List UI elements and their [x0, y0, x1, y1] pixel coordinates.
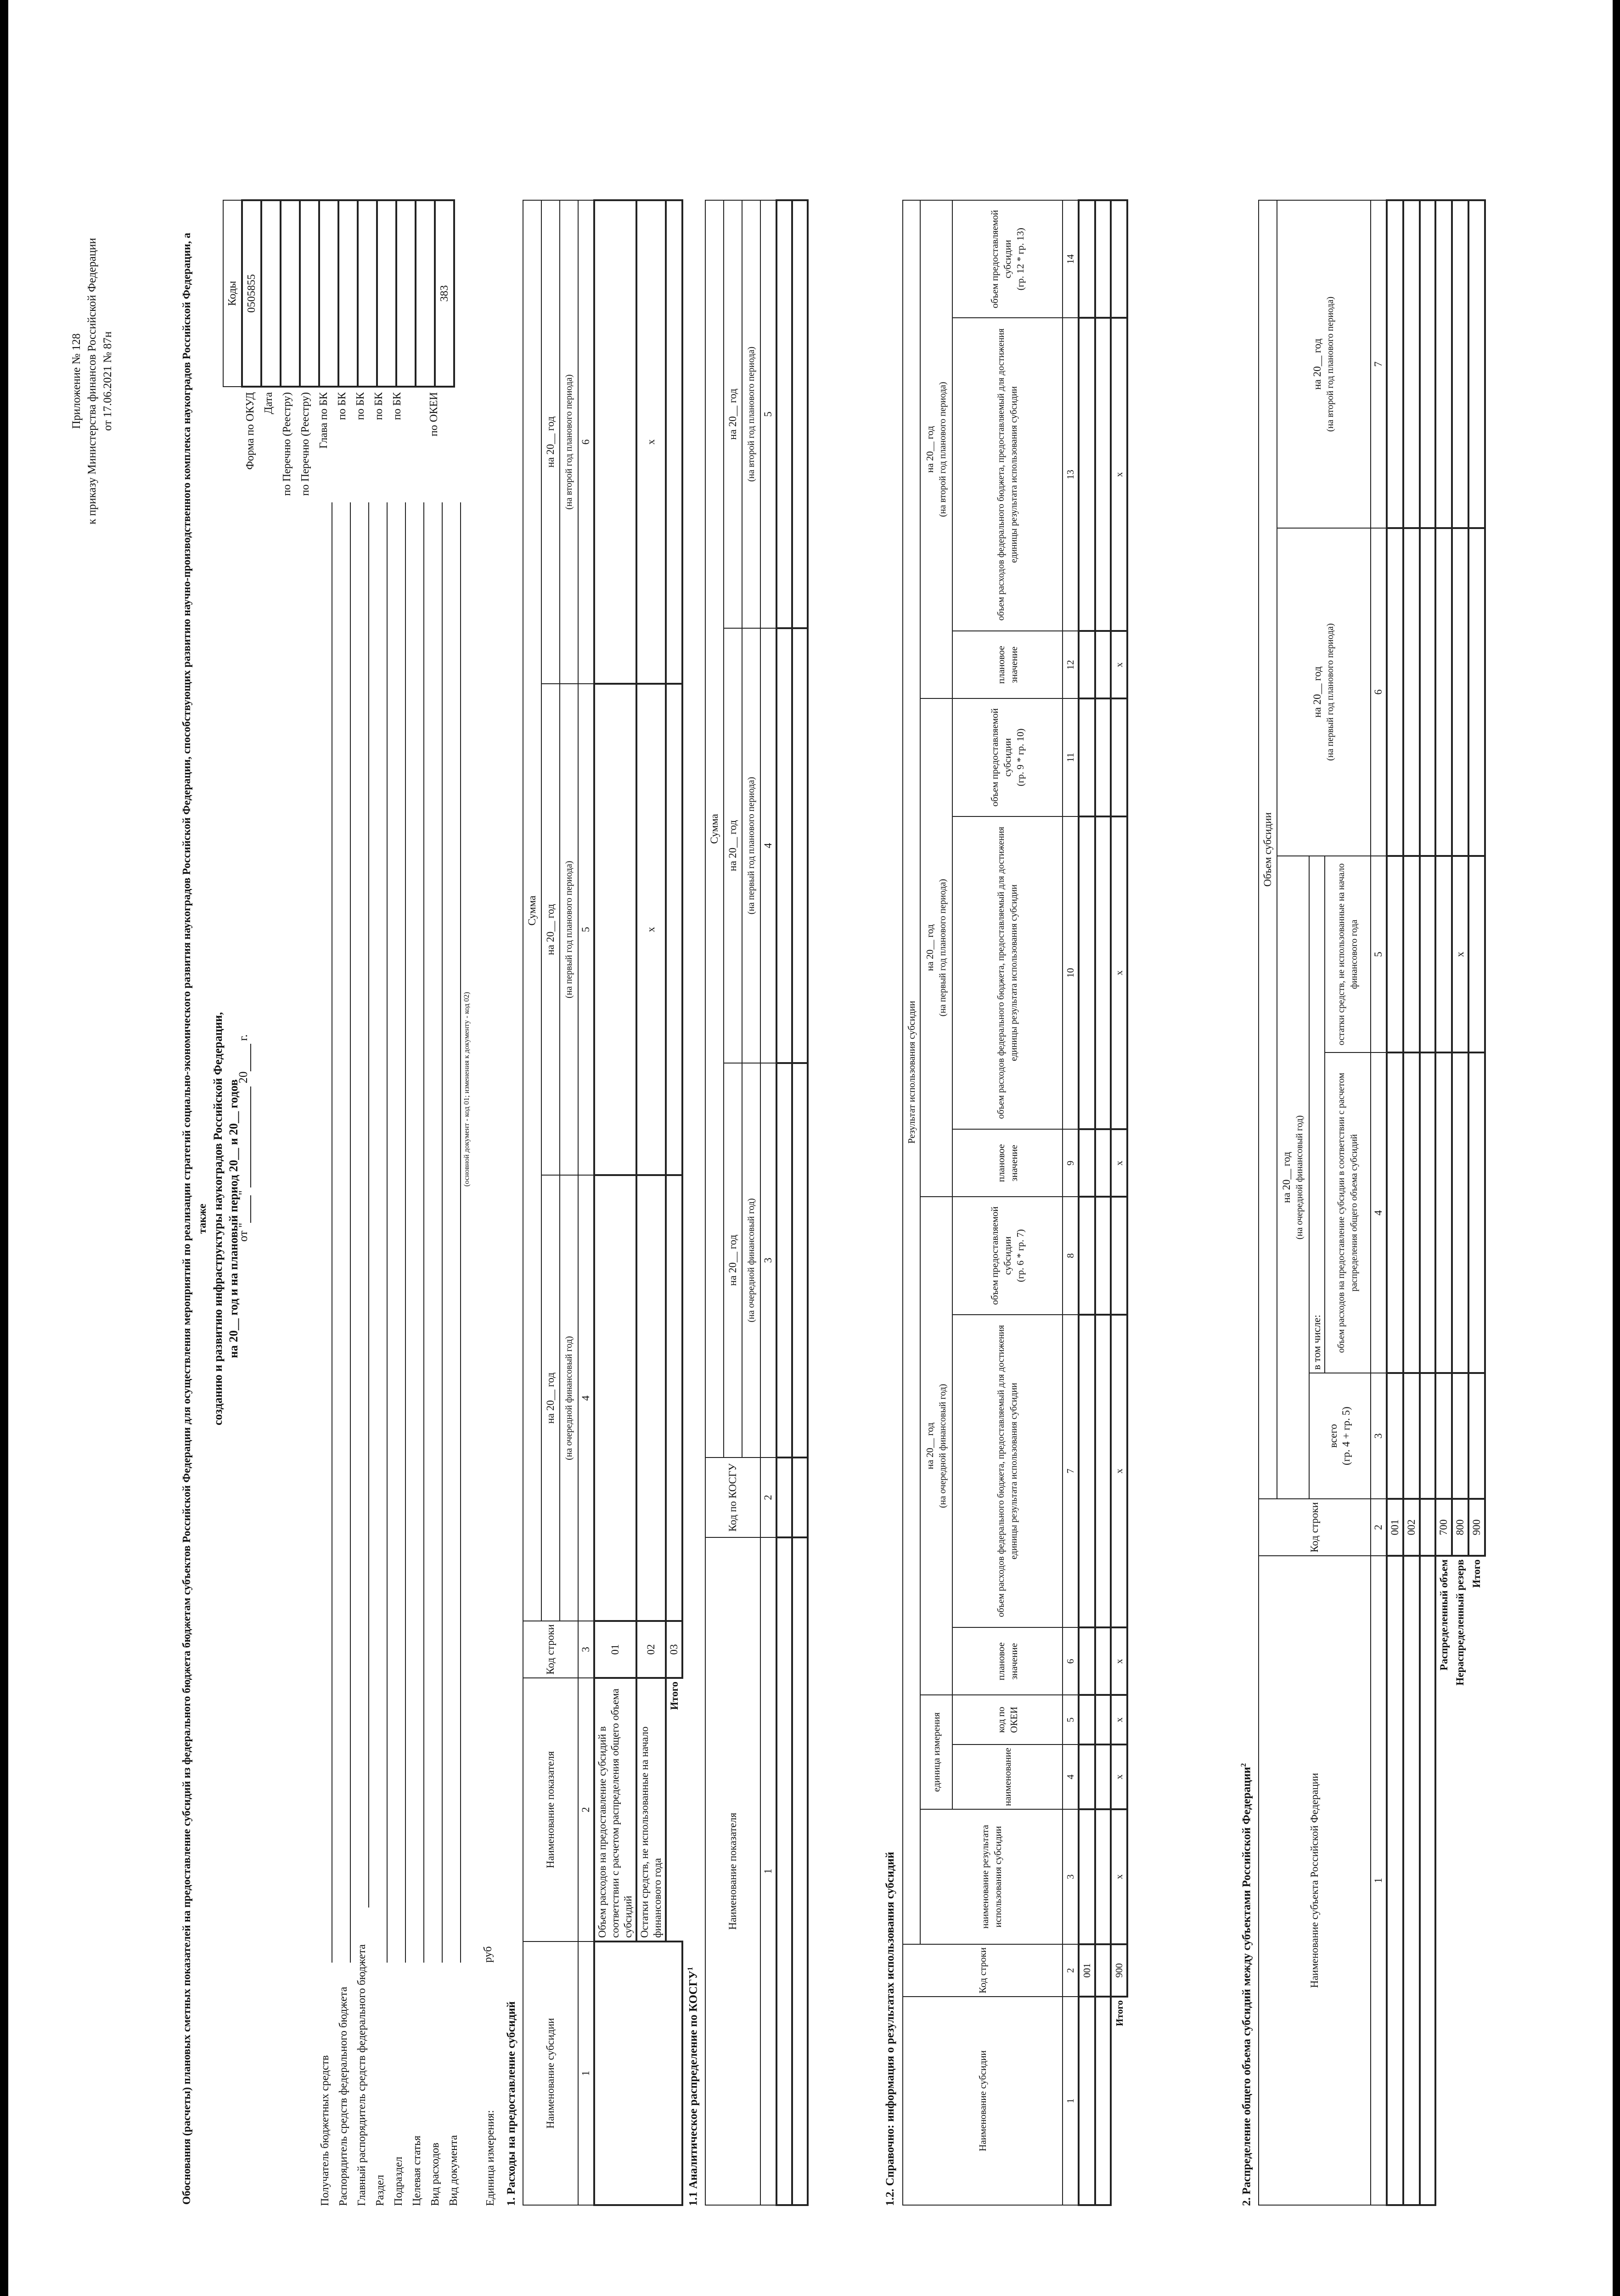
s12-h-plan-p1: плановое значение: [952, 1129, 1063, 1197]
s12-row-code[interactable]: [1095, 1944, 1111, 1997]
s12-row-code: 001: [1079, 1944, 1095, 1997]
s11-row-p1[interactable]: [792, 628, 808, 1063]
s1-col-num: 6: [578, 200, 594, 684]
s2-row-region[interactable]: [1420, 1556, 1435, 2205]
s12-total-x: x: [1111, 1695, 1127, 1745]
s12-col-num: 14: [1063, 200, 1079, 318]
date-value[interactable]: [261, 200, 281, 387]
s2-h-in-that: в том числе:: [1309, 856, 1325, 1373]
s2-cell[interactable]: [1468, 856, 1485, 1052]
s12-cell[interactable]: [1079, 1315, 1095, 1628]
s12-cell[interactable]: [1079, 1197, 1095, 1314]
s12-cell[interactable]: [1079, 698, 1095, 816]
field-chief-manager[interactable]: [368, 502, 369, 1908]
s12-col-num: 1: [1063, 1997, 1079, 2205]
s2-col-num: 3: [1371, 1373, 1387, 1499]
bk-label-2: по БК: [336, 392, 348, 420]
okei-label: по ОКЕИ: [428, 392, 440, 437]
s1-row1-p1[interactable]: [594, 684, 636, 1175]
s2-cell[interactable]: [1420, 200, 1435, 528]
s2-row-code: 002: [1403, 1499, 1420, 1556]
scan-border-bottom: [1613, 0, 1620, 2296]
label-manager: Распорядитель средств федерального бюджета: [338, 1986, 349, 2206]
registry-value-1[interactable]: [281, 200, 300, 387]
s1-h-indicator: Наименование показателя: [523, 1678, 578, 1941]
s2-col-num: 5: [1371, 856, 1387, 1052]
field-doc-type[interactable]: [460, 502, 461, 1963]
registry-value-2[interactable]: [300, 200, 319, 387]
s1-h-year-p1-note: (на первый год планового периода): [560, 684, 578, 1175]
s12-total-label: Итого: [1114, 2000, 1125, 2026]
date-month-field[interactable]: [236, 1086, 251, 1187]
s12-col-num: 13: [1063, 318, 1079, 631]
s1-h-subsidy: Наименование субсидии: [523, 1941, 578, 2205]
section-2-table: [1258, 199, 1486, 2206]
bk-value-3[interactable]: [358, 200, 377, 387]
s11-row-p1[interactable]: [776, 628, 792, 1063]
s12-col-num: 6: [1063, 1628, 1079, 1695]
s1-h-year-cur: на 20__ год: [541, 1175, 560, 1621]
s1-col-num: 4: [578, 1175, 594, 1621]
appendix-order-date: от 17.06.2021 № 87н: [101, 331, 114, 431]
s2-cell[interactable]: [1387, 200, 1403, 528]
doc-type-hint: (основной документ - код 01; изменения к документу - код 02): [463, 992, 471, 1187]
s1-row1-cur[interactable]: [594, 1175, 636, 1621]
s11-row-name[interactable]: [792, 1537, 808, 2205]
s2-cell[interactable]: [1452, 528, 1468, 856]
s11-row-kosgu[interactable]: [792, 1458, 808, 1537]
s12-total-code: 900: [1111, 1944, 1127, 1997]
section-12-table: [902, 199, 1128, 2206]
s12-cell[interactable]: [1095, 1129, 1111, 1197]
s2-cell[interactable]: [1468, 528, 1485, 856]
s2-col-num: 4: [1371, 1052, 1387, 1373]
s1-row2-name: Остатки средств, не использованные на начало финансового года: [636, 1678, 666, 1941]
s12-h-result-name: наименование результата использования субсидии: [920, 1809, 1063, 1944]
s2-undistributed-code: 800: [1452, 1499, 1468, 1556]
section-1-title: 1. Расходы на предоставление субсидий: [505, 2001, 518, 2206]
s2-cell[interactable]: [1468, 200, 1485, 528]
s12-total-vol-cur[interactable]: [1111, 1197, 1127, 1314]
s12-row-subsidy[interactable]: [1095, 1997, 1111, 2205]
document-title: [179, 231, 242, 2206]
s2-cell[interactable]: [1435, 1052, 1452, 1373]
s2-cell[interactable]: [1403, 200, 1420, 528]
okud-value: 0505855: [242, 200, 261, 387]
s2-h-region: Наименование субъекта Российской Федерации: [1259, 1556, 1371, 2205]
s12-total-x: x: [1111, 318, 1127, 631]
s2-cell[interactable]: [1420, 1052, 1435, 1373]
s2-col-num: 6: [1371, 528, 1387, 856]
bk-label-5: по БК: [391, 392, 403, 420]
s12-h-results: Результат использования субсидии: [903, 200, 920, 1944]
s12-h-vol-cur: объем предоставляемой субсидии (гр. 6 * гр. 7): [952, 1197, 1063, 1314]
s12-total-x: x: [1111, 816, 1127, 1130]
s12-total-x: x: [1111, 1745, 1127, 1809]
s2-cell[interactable]: [1468, 1373, 1485, 1499]
s12-total-x: x: [1111, 631, 1127, 698]
s2-cell[interactable]: [1435, 856, 1452, 1052]
s11-col-num: 2: [760, 1458, 776, 1537]
field-subsection[interactable]: [405, 502, 406, 1963]
s12-total-x: x: [1111, 1628, 1127, 1695]
blank-value[interactable]: [416, 200, 435, 387]
s2-cell[interactable]: [1420, 856, 1435, 1052]
s11-col-num: 3: [760, 1063, 776, 1458]
s11-row-kosgu[interactable]: [776, 1458, 792, 1537]
s2-cell[interactable]: [1387, 528, 1403, 856]
bk-value-1[interactable]: [319, 200, 338, 387]
s1-row1-name: Объем расходов на предоставление субсидий в соответствии с расчетом распределения общего объема субсидий: [594, 1678, 636, 1941]
s12-cell[interactable]: [1095, 200, 1111, 318]
s2-undistributed-label: Нераспределенный резерв: [1454, 1559, 1466, 1686]
s1-subsidy-cell[interactable]: [594, 1941, 682, 2205]
s2-h-code: Код строки: [1259, 1499, 1371, 1556]
s1-row2-p1: x: [636, 684, 666, 1175]
codes-labels: [241, 392, 443, 608]
s2-cell[interactable]: [1420, 528, 1435, 856]
s12-h-fed-cur: объем расходов федерального бюджета, предоставляемый для достижения единицы результата использования субсидии: [952, 1315, 1063, 1628]
s12-cell[interactable]: [1079, 1745, 1095, 1809]
s2-col-num: 1: [1371, 1556, 1387, 2205]
s12-total-x: x: [1111, 1315, 1127, 1628]
s1-total-cur[interactable]: [666, 1175, 682, 1621]
s12-col-num: 4: [1063, 1745, 1079, 1809]
appendix-order: к приказу Министерства финансов Российской Федерации: [86, 237, 98, 525]
title-line-3: на 20__ год и на плановый период 20__ и 20__ годов: [227, 1079, 240, 1358]
s2-total-code: 900: [1468, 1499, 1485, 1556]
s1-total-label: Итого: [669, 1682, 680, 1710]
s12-h-plan-p2: плановое значение: [952, 631, 1063, 698]
s2-h-year-p2: на 20__ год (на второй год планового периода): [1277, 200, 1371, 528]
bk-label-3: по БК: [354, 392, 366, 420]
s2-row-region[interactable]: [1387, 1556, 1403, 2205]
label-expense-type: Вид расходов: [429, 2143, 441, 2206]
s1-h-sum: Сумма: [523, 200, 541, 1621]
label-section: Раздел: [374, 2175, 386, 2206]
s2-h-rest: остатки средств, не использованные на начало финансового года: [1325, 856, 1371, 1052]
scan-border-top: [0, 0, 8, 2296]
s2-cell[interactable]: [1435, 528, 1452, 856]
s2-cell[interactable]: [1435, 200, 1452, 528]
s2-cell[interactable]: [1452, 1052, 1468, 1373]
s1-total-p2[interactable]: [666, 200, 682, 684]
s1-col-num: 1: [578, 1941, 594, 2205]
s12-cell[interactable]: [1079, 1129, 1095, 1197]
s11-row-cur[interactable]: [792, 1063, 808, 1458]
s12-cell[interactable]: [1079, 1628, 1095, 1695]
codes-header: Коды: [223, 200, 242, 387]
field-section[interactable]: [387, 502, 388, 1963]
s2-cell[interactable]: [1403, 1373, 1420, 1499]
s1-h-year-p2-note: (на второй год планового периода): [560, 200, 578, 684]
s2-row-code: 001: [1387, 1499, 1403, 1556]
label-target: Целевая статья: [411, 2135, 423, 2206]
section-2-title: 2. Распределение общего объема субсидий между субъектами Российской Федерации$^2$: [1240, 1763, 1253, 2206]
s2-cell[interactable]: [1387, 1052, 1403, 1373]
s11-h-kosgu: Код по КОСГУ: [705, 1458, 760, 1537]
section-11-title: 1.1 Аналитическое распределение по КОСГУ$^1$: [686, 1967, 700, 2206]
s2-row-region[interactable]: [1403, 1556, 1420, 2205]
s12-col-num: 7: [1063, 1315, 1079, 1628]
document-date: от " " 20 г.: [236, 1035, 251, 1242]
s11-row-cur[interactable]: [776, 1063, 792, 1458]
s11-h-year-p1: на 20__ год: [724, 628, 742, 1063]
s12-col-num: 12: [1063, 631, 1079, 698]
s11-h-year-p1-note: (на первый год планового периода): [742, 628, 760, 1063]
s12-h-subsidy: Наименование субсидии: [903, 1997, 1063, 2205]
s12-col-num: 10: [1063, 816, 1079, 1130]
s11-row-p2[interactable]: [776, 200, 792, 628]
okud-label: Форма по ОКУД: [244, 392, 256, 470]
s11-h-sum: Сумма: [705, 200, 724, 1458]
s12-h-unit: единица измерения: [920, 1695, 952, 1809]
registry-label-2: по Перечню (Реестру): [299, 392, 311, 496]
s12-cell[interactable]: [1095, 1809, 1111, 1944]
s2-h-year-p1: на 20__ год (на первый год планового периода): [1277, 528, 1371, 856]
bk-value-5[interactable]: [396, 200, 416, 387]
s1-row2-p2: x: [636, 200, 666, 684]
s12-total-vol-p2[interactable]: [1111, 200, 1127, 318]
s11-col-num: 1: [760, 1537, 776, 2205]
s2-cell[interactable]: [1403, 528, 1420, 856]
s12-cell[interactable]: [1079, 1809, 1095, 1944]
section-1-table: [523, 199, 683, 2206]
s2-cell[interactable]: [1435, 1373, 1452, 1499]
s2-col-num: 7: [1371, 200, 1387, 528]
field-target[interactable]: [423, 502, 424, 1963]
appendix-header: [69, 60, 116, 703]
s12-h-fed-p2: объем расходов федерального бюджета, предоставляемый для достижения единицы результата использования субсидии: [952, 318, 1063, 631]
date-year-field[interactable]: [236, 1044, 251, 1071]
s11-h-indicator: Наименование показателя: [705, 1537, 760, 2205]
s1-col-num: 3: [578, 1621, 594, 1678]
s2-distributed-code: 700: [1435, 1499, 1452, 1556]
s11-row-name[interactable]: [776, 1537, 792, 2205]
s12-h-okei: код по ОКЕИ: [952, 1695, 1063, 1745]
s2-cell[interactable]: [1452, 200, 1468, 528]
s1-col-num: 2: [578, 1678, 594, 1941]
title-line-2: созданию и развитию инфраструктуры наукоградов Российской Федерации,: [211, 1012, 225, 1426]
label-subsection: Подраздел: [393, 2156, 405, 2206]
s1-row2-cur[interactable]: [636, 1175, 666, 1621]
appendix-number: Приложение № 128: [70, 333, 83, 429]
s11-col-num: 4: [760, 628, 776, 1063]
s2-cell[interactable]: [1452, 1373, 1468, 1499]
s12-col-num: 5: [1063, 1695, 1079, 1745]
s12-col-num: 8: [1063, 1197, 1079, 1314]
s12-total-x: x: [1111, 1129, 1127, 1197]
s11-col-num: 5: [760, 200, 776, 628]
s12-col-num: 2: [1063, 1944, 1079, 1997]
s12-cell[interactable]: [1095, 631, 1111, 698]
s12-cell[interactable]: [1095, 1628, 1111, 1695]
s12-cell[interactable]: [1079, 816, 1095, 1130]
s1-row2-code: 02: [636, 1621, 666, 1678]
s2-cell[interactable]: [1403, 856, 1420, 1052]
s2-cell[interactable]: [1420, 1373, 1435, 1499]
s12-col-num: 3: [1063, 1809, 1079, 1944]
s12-cell[interactable]: [1079, 200, 1095, 318]
s1-col-num: 5: [578, 684, 594, 1175]
s2-col-num: 2: [1371, 1499, 1387, 1556]
s1-total-p1[interactable]: [666, 684, 682, 1175]
s12-h-year-p1: на 20__ год (на первый год планового периода): [920, 698, 952, 1197]
s11-h-year-p2-note: (на второй год планового периода): [742, 200, 760, 628]
s12-h-year-p2: на 20__ год (на второй год планового периода): [920, 200, 952, 698]
s2-cell[interactable]: [1403, 1052, 1420, 1373]
s11-h-year-p2: на 20__ год: [724, 200, 742, 628]
s12-h-unit-name: наименование: [952, 1745, 1063, 1809]
label-unit: Единица измерения:: [484, 2110, 496, 2206]
s12-h-fed-p1: объем расходов федерального бюджета, предоставляемый для достижения единицы результата использования субсидии: [952, 816, 1063, 1130]
s1-total-code: 03: [666, 1621, 682, 1678]
s12-cell[interactable]: [1079, 631, 1095, 698]
s12-cell[interactable]: [1095, 816, 1111, 1130]
unit-value: руб: [482, 1946, 494, 1963]
s2-undistributed-x: x: [1452, 856, 1468, 1052]
bk-value-4[interactable]: [377, 200, 396, 387]
section-12-title: 1.2. Справочно: информация о результатах использования субсидий: [884, 1851, 896, 2206]
s11-row-p2[interactable]: [792, 200, 808, 628]
s11-h-year-cur: на 20__ год: [724, 1063, 742, 1458]
s1-h-code: Код строки: [523, 1621, 578, 1678]
s12-row-subsidy[interactable]: [1079, 1997, 1095, 2205]
s2-cell[interactable]: [1387, 1373, 1403, 1499]
s12-cell[interactable]: [1079, 1695, 1095, 1745]
title-line-1: Обоснования (расчеты) плановых сметных показателей на предоставление субсидий из федерального бюджета бюджетам субъектов Российской Федерации для осуществления мероприятий по реализации стратегий социально-экономического развития наукоградов Российской Федерации, способствующих развитию научно-производственного комплекса наукоградов Российской Федерации, а также: [181, 232, 208, 2205]
label-chief-manager: Главный распорядитель средств федерального бюджета: [356, 1944, 368, 2206]
okei-value: 383: [435, 200, 454, 387]
s12-cell[interactable]: [1095, 1197, 1111, 1314]
s12-h-code: Код строки: [903, 1944, 1063, 1997]
s2-h-volume: Объем субсидии: [1259, 200, 1277, 1499]
s12-cell[interactable]: [1095, 318, 1111, 631]
s12-h-vol-p2: объем предоставляемой субсидии (гр. 12 * гр. 13): [952, 200, 1063, 318]
bk-value-2[interactable]: [338, 200, 358, 387]
s2-row-code[interactable]: [1420, 1499, 1435, 1556]
s12-cell[interactable]: [1079, 318, 1095, 631]
s1-h-year-cur-note: (на очередной финансовый год): [560, 1175, 578, 1621]
s12-cell[interactable]: [1095, 1695, 1111, 1745]
s1-row1-code: 01: [594, 1621, 636, 1678]
date-label: Дата: [263, 392, 275, 414]
s2-total-label: Итого: [1471, 1559, 1482, 1588]
bk-label-4: по БК: [373, 392, 385, 420]
s12-col-num: 11: [1063, 698, 1079, 816]
s12-cell[interactable]: [1095, 698, 1111, 816]
s12-total-x: x: [1111, 1809, 1127, 1944]
s2-cell[interactable]: [1387, 856, 1403, 1052]
s12-total-vol-p1[interactable]: [1111, 698, 1127, 816]
registry-label-1: по Перечню (Реестру): [281, 392, 293, 496]
section-11-table: [705, 199, 809, 2206]
codes-table: [223, 199, 455, 388]
field-manager[interactable]: [350, 502, 351, 1963]
s1-h-year-p1: на 20__ год: [541, 684, 560, 1175]
s1-h-year-p2: на 20__ год: [541, 200, 560, 684]
s1-row1-p2[interactable]: [594, 200, 636, 684]
s2-h-year-cur: на 20__ год (на очередной финансовый год): [1277, 856, 1309, 1499]
label-doc-type: Вид документа: [448, 2135, 460, 2206]
s2-distributed-label: Распределенный объем: [1438, 1559, 1450, 1671]
s11-h-year-cur-note: (на очередной финансовый год): [742, 1063, 760, 1458]
bk-label-1: Глава по БК: [318, 392, 330, 449]
s12-h-year-cur: на 20__ год (на очередной финансовый год): [920, 1197, 952, 1695]
s12-col-num: 9: [1063, 1129, 1079, 1197]
s12-h-vol-p1: объем предоставляемой субсидии (гр. 9 * гр. 10): [952, 698, 1063, 816]
s12-cell[interactable]: [1095, 1745, 1111, 1809]
label-recipient: Получатель бюджетных средств: [319, 2055, 331, 2206]
s2-h-exp: объем расходов на предоставление субсидии в соответствии с расчетом распределения общего объема субсидий: [1325, 1052, 1371, 1373]
s2-cell[interactable]: [1468, 1052, 1485, 1373]
s12-h-plan-cur: плановое значение: [952, 1628, 1063, 1695]
s2-h-total: всего (гр. 4 + гр. 5): [1309, 1373, 1371, 1499]
field-expense-type[interactable]: [442, 502, 443, 1963]
s12-cell[interactable]: [1095, 1315, 1111, 1628]
date-day-field[interactable]: [236, 1195, 251, 1223]
